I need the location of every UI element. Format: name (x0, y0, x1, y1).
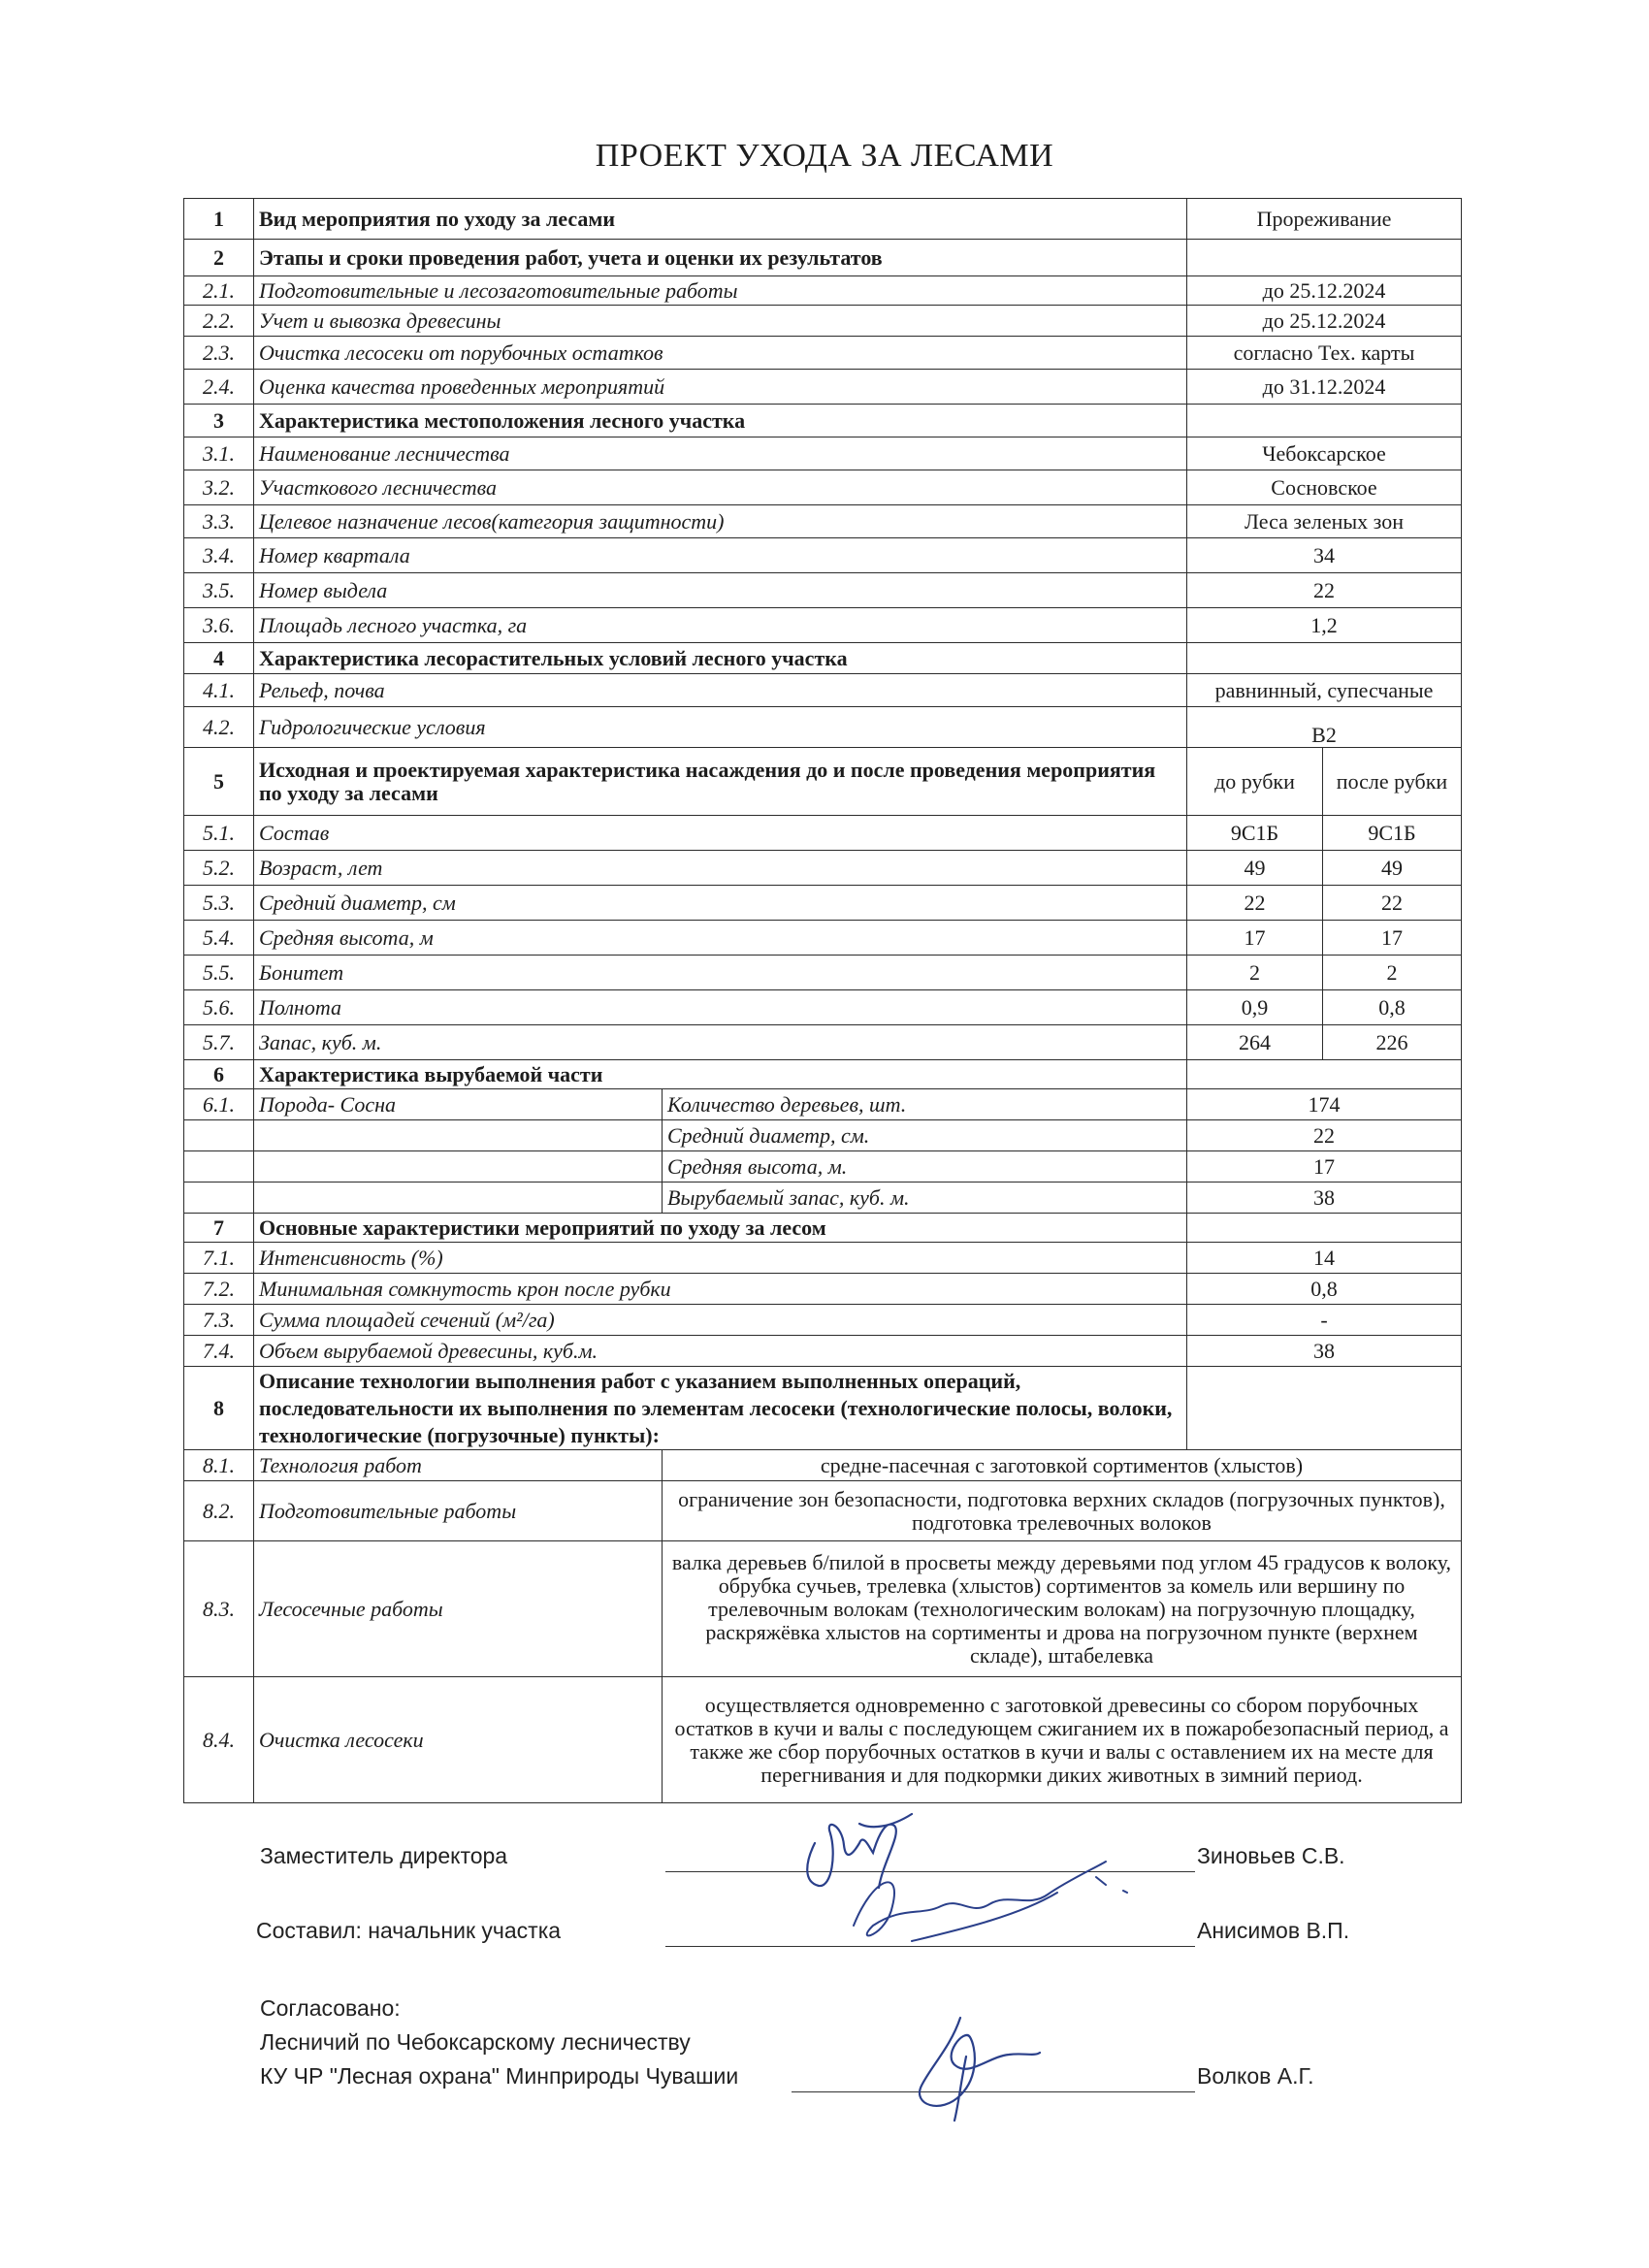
row-number: 3 (184, 405, 254, 437)
row-number: 2 (184, 240, 254, 276)
row-number: 5.2. (184, 851, 254, 886)
row-value: согласно Тех. карты (1187, 337, 1462, 370)
table-row (184, 1120, 1462, 1151)
table-row (184, 1367, 1462, 1450)
table-row (184, 573, 1462, 608)
row-number: 3.1. (184, 437, 254, 470)
row-value: 22 (1187, 1120, 1462, 1151)
row-value: до 25.12.2024 (1187, 306, 1462, 337)
row-value: Сосновское (1187, 470, 1462, 505)
table-row (184, 990, 1462, 1025)
row-number: 5.1. (184, 816, 254, 851)
value-after: 2 (1323, 956, 1462, 990)
table-row (184, 674, 1462, 707)
row-value: валка деревьев б/пилой в просветы между деревьями под углом 45 градусов к волоку, обрубка сучьев, трелевка (хлыстов) сортиментов за комель или вершину по трелевочным волокам (технологическим волокам) на погрузочную площадку, раскряжёвка хлыстов на сортименты и дрова на погрузочном пункте (верхнем складе), штабелевка (663, 1541, 1462, 1677)
row-value: В2 (1187, 707, 1462, 748)
table-row (184, 199, 1462, 240)
row-value: 38 (1187, 1183, 1462, 1214)
row-label: Площадь лесного участка, га (254, 608, 1187, 643)
row-label: Средняя высота, м (254, 921, 1187, 956)
table-row (184, 276, 1462, 306)
table-row (184, 1305, 1462, 1336)
empty-cell (1187, 405, 1462, 437)
row-number: 2.1. (184, 276, 254, 306)
table-row (184, 816, 1462, 851)
section-heading: Характеристика вырубаемой части (254, 1060, 1187, 1089)
row-label: Бонитет (254, 956, 1187, 990)
row-value: ограничение зон безопасности, подготовка верхних складов (погрузочных пунктов), подготовка трелевочных волоков (663, 1481, 1462, 1541)
table-row (184, 851, 1462, 886)
row-number: 5.7. (184, 1025, 254, 1060)
compiler-label: Составил: начальник участка (256, 1918, 562, 1943)
row-value: до 31.12.2024 (1187, 370, 1462, 405)
row-value: равнинный, супесчаные (1187, 674, 1462, 707)
empty-cell (1187, 1367, 1462, 1450)
value-after: 0,8 (1323, 990, 1462, 1025)
value-before: 22 (1187, 886, 1323, 921)
forester-title-line2: КУ ЧР "Лесная охрана" Минприроды Чувашии (260, 2063, 739, 2089)
value-after: 22 (1323, 886, 1462, 921)
row-value: средне-пасечная с заготовкой сортиментов (хлыстов) (663, 1450, 1462, 1481)
compiler-handwritten-signature (815, 1848, 1145, 1955)
row-number: 5.3. (184, 886, 254, 921)
table-row (184, 1450, 1462, 1481)
table-row (184, 1183, 1462, 1214)
value-before: 0,9 (1187, 990, 1323, 1025)
row-value: 174 (1187, 1089, 1462, 1120)
sub-label: Средний диаметр, см. (663, 1120, 1187, 1151)
row-value: 14 (1187, 1243, 1462, 1274)
empty-cell (254, 1151, 663, 1183)
row-label: Оценка качества проведенных мероприятий (254, 370, 1187, 405)
empty-cell (254, 1183, 663, 1214)
table-row (184, 470, 1462, 505)
row-number: 8 (184, 1367, 254, 1450)
row-value: 22 (1187, 573, 1462, 608)
row-number: 8.4. (184, 1677, 254, 1803)
row-label: Очистка лесосеки от порубочных остатков (254, 337, 1187, 370)
row-value: Чебоксарское (1187, 437, 1462, 470)
row-label: Запас, куб. м. (254, 1025, 1187, 1060)
table-row (184, 1541, 1462, 1677)
row-number: 7.3. (184, 1305, 254, 1336)
row-number: 2.3. (184, 337, 254, 370)
table-row (184, 1060, 1462, 1089)
row-number: 4.2. (184, 707, 254, 748)
row-number: 6 (184, 1060, 254, 1089)
row-number: 8.2. (184, 1481, 254, 1541)
compiler-name: Анисимов В.П. (1197, 1918, 1350, 1943)
row-value: 1,2 (1187, 608, 1462, 643)
table-row (184, 1274, 1462, 1305)
empty-cell (184, 1120, 254, 1151)
table-row (184, 538, 1462, 573)
value-before: 17 (1187, 921, 1323, 956)
row-label: Интенсивность (%) (254, 1243, 1187, 1274)
row-number: 1 (184, 199, 254, 240)
empty-cell (1187, 643, 1462, 674)
row-number: 3.2. (184, 470, 254, 505)
row-label: Порода- Сосна (254, 1089, 663, 1120)
row-number: 3.6. (184, 608, 254, 643)
row-label: Рельеф, почва (254, 674, 1187, 707)
table-row (184, 505, 1462, 538)
row-label: Лесосечные работы (254, 1541, 663, 1677)
section-heading: Этапы и сроки проведения работ, учета и оценки их результатов (254, 240, 1187, 276)
row-number: 7.1. (184, 1243, 254, 1274)
row-label: Очистка лесосеки (254, 1677, 663, 1803)
table-row (184, 921, 1462, 956)
value-after: 49 (1323, 851, 1462, 886)
forest-care-table (183, 198, 1462, 1803)
row-value: Леса зеленых зон (1187, 505, 1462, 538)
table-row (184, 1677, 1462, 1803)
row-value: Прореживание (1187, 199, 1462, 240)
empty-cell (184, 1183, 254, 1214)
row-label: Учет и вывозка древесины (254, 306, 1187, 337)
table-row (184, 437, 1462, 470)
agreed-label: Согласовано: (260, 1995, 401, 2021)
value-before: 49 (1187, 851, 1323, 886)
table-row (184, 1151, 1462, 1183)
section-heading: Характеристика местоположения лесного участка (254, 405, 1187, 437)
section-heading: Исходная и проектируемая характеристика насаждения до и после проведения мероприятия по уходу за лесами (254, 748, 1187, 816)
table-row (184, 643, 1462, 674)
row-number: 4 (184, 643, 254, 674)
row-number: 5.5. (184, 956, 254, 990)
table-row (184, 405, 1462, 437)
table-row (184, 1336, 1462, 1367)
table-row (184, 1089, 1462, 1120)
row-number: 3.5. (184, 573, 254, 608)
row-value: 34 (1187, 538, 1462, 573)
row-number: 2.4. (184, 370, 254, 405)
row-number: 5.4. (184, 921, 254, 956)
table-row (184, 886, 1462, 921)
row-label: Средний диаметр, см (254, 886, 1187, 921)
empty-cell (1187, 1060, 1462, 1089)
table-row (184, 1243, 1462, 1274)
row-number: 5 (184, 748, 254, 816)
value-before: 2 (1187, 956, 1323, 990)
row-number: 7.4. (184, 1336, 254, 1367)
row-label: Гидрологические условия (254, 707, 1187, 748)
row-label: Объем вырубаемой древесины, куб.м. (254, 1336, 1187, 1367)
row-value: - (1187, 1305, 1462, 1336)
row-number: 7 (184, 1214, 254, 1243)
row-label: Номер выдела (254, 573, 1187, 608)
forester-handwritten-signature (902, 1998, 1048, 2124)
row-number: 6.1. (184, 1089, 254, 1120)
table-row (184, 337, 1462, 370)
document-title: ПРОЕКТ УХОДА ЗА ЛЕСАМИ (595, 138, 1054, 174)
value-before: 9С1Б (1187, 816, 1323, 851)
row-number: 3.3. (184, 505, 254, 538)
sub-label: Вырубаемый запас, куб. м. (663, 1183, 1187, 1214)
table-row (184, 1025, 1462, 1060)
table-row (184, 1481, 1462, 1541)
row-number: 5.6. (184, 990, 254, 1025)
row-value: до 25.12.2024 (1187, 276, 1462, 306)
row-label: Целевое назначение лесов(категория защитности) (254, 505, 1187, 538)
row-number: 4.1. (184, 674, 254, 707)
row-label: Вид мероприятия по уходу за лесами (254, 199, 1187, 240)
row-value: 0,8 (1187, 1274, 1462, 1305)
section-heading: Основные характеристики мероприятий по уходу за лесом (254, 1214, 1187, 1243)
sub-label: Количество деревьев, шт. (663, 1089, 1187, 1120)
row-label: Сумма площадей сечений (м²/га) (254, 1305, 1187, 1336)
row-label: Технология работ (254, 1450, 663, 1481)
table-row (184, 1214, 1462, 1243)
table-row (184, 306, 1462, 337)
value-after: 17 (1323, 921, 1462, 956)
deputy-director-label: Заместитель директора (260, 1843, 508, 1868)
empty-cell (1187, 240, 1462, 276)
table-row (184, 240, 1462, 276)
table-row (184, 956, 1462, 990)
row-label: Подготовительные работы (254, 1481, 663, 1541)
column-header-before: до рубки (1187, 748, 1323, 816)
sub-label: Средняя высота, м. (663, 1151, 1187, 1183)
row-label: Возраст, лет (254, 851, 1187, 886)
value-after: 226 (1323, 1025, 1462, 1060)
deputy-director-name: Зиновьев С.В. (1197, 1843, 1345, 1868)
section-heading: Описание технологии выполнения работ с указанием выполненных операций, последовательности их выполнения по элементам лесосеки (технологические полосы, волоки, технологические (погрузочные) пункты): (254, 1367, 1187, 1450)
table-row (184, 707, 1462, 748)
row-number: 8.3. (184, 1541, 254, 1677)
row-value: 38 (1187, 1336, 1462, 1367)
value-before: 264 (1187, 1025, 1323, 1060)
row-label: Участкового лесничества (254, 470, 1187, 505)
empty-cell (1187, 1214, 1462, 1243)
row-label: Состав (254, 816, 1187, 851)
row-label: Подготовительные и лесозаготовительные работы (254, 276, 1187, 306)
table-row (184, 370, 1462, 405)
empty-cell (254, 1120, 663, 1151)
table-row (184, 608, 1462, 643)
row-label: Полнота (254, 990, 1187, 1025)
row-number: 8.1. (184, 1450, 254, 1481)
row-label: Номер квартала (254, 538, 1187, 573)
row-label: Минимальная сомкнутость крон после рубки (254, 1274, 1187, 1305)
empty-cell (184, 1151, 254, 1183)
forester-title-line1: Лесничий по Чебоксарскому лесничеству (260, 2029, 691, 2055)
row-number: 7.2. (184, 1274, 254, 1305)
section-heading: Характеристика лесорастительных условий лесного участка (254, 643, 1187, 674)
row-label: Наименование лесничества (254, 437, 1187, 470)
row-value: осуществляется одновременно с заготовкой древесины со сбором порубочных остатков в кучи и валы с последующем сжиганием их в пожаробезопасный период, а также же сбор порубочных остатков в кучи и валы с оставлением их на месте для перегнивания и для подкормки диких животных в зимний период. (663, 1677, 1462, 1803)
value-after: 9С1Б (1323, 816, 1462, 851)
column-header-after: после рубки (1323, 748, 1462, 816)
row-value: 17 (1187, 1151, 1462, 1183)
forester-name: Волков А.Г. (1197, 2063, 1314, 2089)
table-row (184, 748, 1462, 816)
row-number: 2.2. (184, 306, 254, 337)
row-number: 3.4. (184, 538, 254, 573)
